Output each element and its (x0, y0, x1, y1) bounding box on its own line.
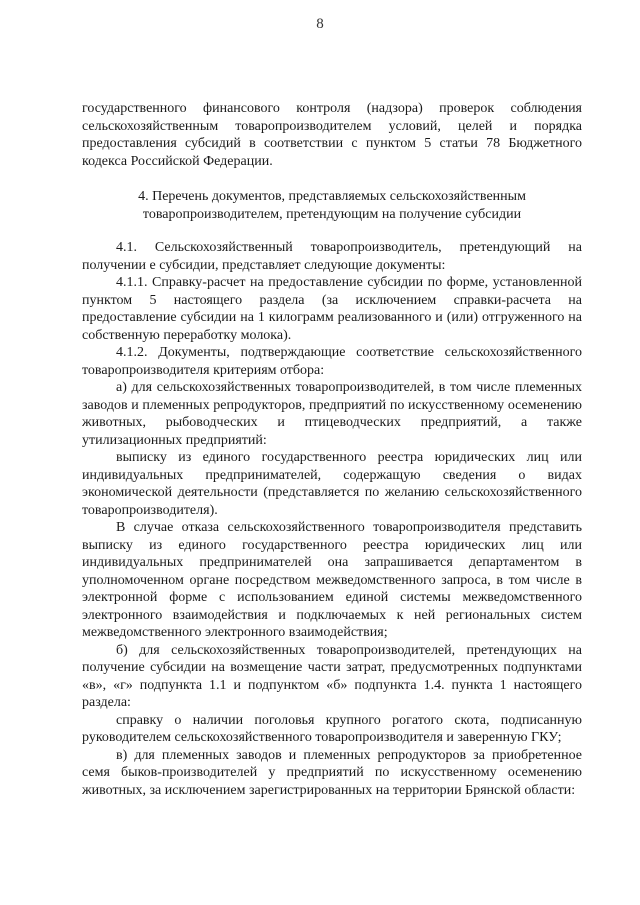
paragraph-4-1-2: 4.1.2. Документы, подтверждающие соответствие сельскохозяйственного товаропроизводителя критериям отбора: (82, 345, 582, 378)
section-heading: 4. Перечень документов, представляемых сельскохозяйственным товаропроизводителем, претендующим на получение субсидии (138, 189, 526, 222)
paragraph-4-1: 4.1. Сельскохозяйственный товаропроизводитель, претендующий на получении е субсидии, представляет следующие документы: (82, 240, 582, 273)
page-number: 8 (316, 16, 324, 32)
paragraph-extract: выписку из единого государственного реестра юридических лиц или индивидуальных предпринимателей, содержащую сведения о видах экономической деятельности (представляется по желанию сельскохозяйственного товаропроизводителя). (82, 450, 582, 518)
paragraph-refusal-case: В случае отказа сельскохозяйственного товаропроизводителя представить выписку из единого государственного реестра юридических лиц или индивидуальных предпринимателей она запрашивается департаментом в уполномоченном органе посредством межведомственного запроса, в том числе в электронной форме с использованием единой системы межведомственного электронного взаимодействия и подключаемых к ней региональных систем межведомственного электронного взаимодействия; (82, 520, 582, 640)
document-body (82, 100, 582, 799)
paragraph-item-a: а) для сельскохозяйственных товаропроизводителей, в том числе племенных заводов и племенных репродукторов, предприятий по искусственному осеменению животных, рыбоводческих и птицеводческих предприятий, а также утилизационных предприятий: (82, 380, 582, 448)
paragraph-4-1-1: 4.1.1. Справку-расчет на предоставление субсидии по форме, установленной пунктом 5 настоящего раздела (за исключением справки-расчета на предоставление субсидии на 1 килограмм реализованного и (или) отгруженного на собственную переработку молока). (82, 275, 582, 343)
paragraph-item-v: в) для племенных заводов и племенных репродукторов за приобретенное семя быков-производителей у предприятий по искусственному осеменению животных, за исключением зарегистрированных на территории Брянской области: (82, 747, 582, 798)
paragraph-cattle-certificate: справку о наличии поголовья крупного рогатого скота, подписанную руководителем сельскохозяйственного товаропроизводителя и заверенную ГКУ; (82, 712, 582, 745)
paragraph-continued: государственного финансового контроля (надзора) проверок соблюдения сельскохозяйственным товаропроизводителем условий, целей и порядка предоставления субсидий в соответствии с пунктом 5 статьи 78 Бюджетного кодекса Российской Федерации. (82, 101, 582, 169)
paragraph-item-b: б) для сельскохозяйственных товаропроизводителей, претендующих на получение субсидии на возмещение части затрат, предусмотренных подпунктами «в», «г» подпункта 1.1 и подпунктом «б» подпункта 1.4. пункта 1 настоящего раздела: (82, 642, 582, 710)
